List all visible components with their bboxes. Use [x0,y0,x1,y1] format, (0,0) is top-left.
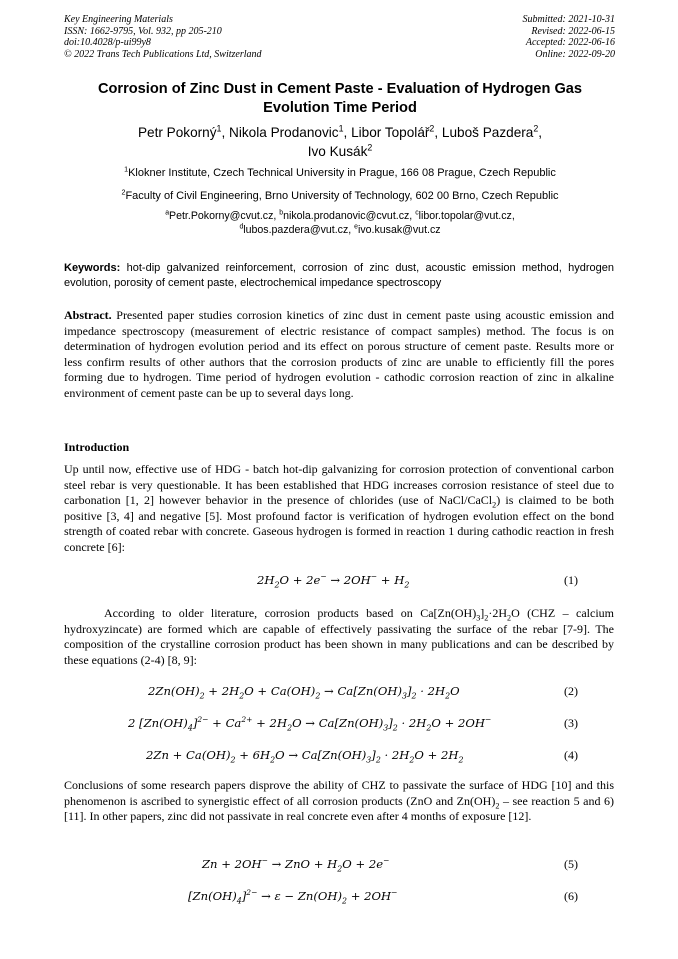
equation-1: $2H_2O + 2e^- \to 2OH^- + H_2$ [257,572,410,590]
affiliation-2 [64,189,616,204]
email-link[interactable]: nikola.prodanovic@cvut.cz [283,210,410,222]
subscript: 2 [492,500,497,510]
keywords-label: Keywords: [64,262,121,274]
email-link[interactable]: libor.topolar@vut.cz [418,210,512,222]
affiliation-text: Faculty of Civil Engineering, Brno University of Technology, 602 00 Brno, Czech Republic [125,190,559,202]
intro-paragraph-3 [64,778,614,825]
equation-number: (4) [564,748,578,762]
journal-header-right [523,14,616,60]
affiliation-mark: 2 [367,141,373,152]
author-name: Nikola Prodanovic [229,125,339,140]
paragraph-text: According to older literature, corrosion products based on Ca[Zn(OH) [104,606,477,620]
subscript: 2 [495,800,500,810]
equation-number: (1) [564,573,578,587]
equation-number: (6) [564,889,578,903]
equation-number: (5) [564,857,578,871]
paragraph-text: ·2H [488,606,508,620]
journal-issn: ISSN: 1662-9795, Vol. 932, pp 205-210 [64,25,222,37]
author-list: Petr Pokorný$^1$, Nikola Prodanovic$^1$, Libor Topolář$^2$, Luboš Pazdera$^2$, Ivo Kusák$^2$ [137,123,543,159]
affiliation-number: 1 [124,165,129,174]
email-link[interactable]: ivo.kusak@vut.cz [357,224,441,236]
journal-doi[interactable]: doi:10.4028/p-ui99y8 [64,37,151,49]
equation-6: $[Zn(OH)_4]^{2-} \to \varepsilon - Zn(OH)_2 + 2OH^-$ [188,888,398,906]
author-name: Ivo Kusák [307,143,368,159]
keywords [64,261,614,291]
affiliation-text: Klokner Institute, Czech Technical University in Prague, 166 08 Prague, Czech Republic [128,167,556,179]
email-link[interactable]: Petr.Pokorny@cvut.cz [169,210,274,222]
email-mark: a [165,209,170,217]
affiliation-mark: 2 [429,123,435,134]
equation-4: $2Zn + Ca(OH)_2 + 6H_2O \to Ca[Zn(OH)_3]_2 \cdot 2H_2O + 2H_2$ [146,748,464,765]
equation-3: 2 $[Zn(OH)_4]^{2-} + Ca^{2+} + 2H_2O \to Ca[Zn(OH)_3]_2 \cdot 2H_2O + 2OH^-$ [128,715,492,733]
subscript: 3 [476,613,481,623]
introduction-heading: Introduction [64,440,130,454]
affiliation-number: 2 [121,188,126,197]
date-online: Online: 2022-09-20 [535,48,615,60]
paper-title: Corrosion of Zinc Dust in Cement Paste - Evaluation of Hydrogen Gas Evolution Time Period [97,81,583,116]
affiliation-1 [64,166,616,181]
author-name: Libor Topolář [351,125,430,140]
journal-name: Key Engineering Materials [64,14,173,25]
equation-2: $2Zn(OH)_2 + 2H_2O + Ca(OH)_2 \to Ca[Zn(OH)_3]_2 \cdot 2H_2O$ [148,684,460,701]
email-link[interactable]: lubos.pazdera@vut.cz [243,224,349,236]
equation-number: (2) [564,684,578,698]
paragraph-text: – see reaction 5 and 6) [11]. In other papers, zinc did not passivate in real concrete even after 4 months of exposure [12]. [64,793,614,824]
journal-copyright: © 2022 Trans Tech Publications Ltd, Switzerland [64,48,262,60]
abstract-text: Presented paper studies corrosion kinetics of zinc dust in cement paste using acoustic emission and impedance spectroscopy (measurement of electric resistance of compact samples) method. The focus is on determination of hydrogen evolution period and its effect on porous structure of cement paste. Results more or less confirm results of other authors that the corrosion products of zinc are unable to efficiently fill the pores forming due to hydrogen. Time period of hydrogen evolution - cathodic corrosion reaction of zinc in alkaline environment of cement paste can be up to several days long. [64,308,615,400]
intro-paragraph-2 [64,606,614,668]
paragraph-text: Conclusions of some research papers disprove the ability of CHZ to passivate the surface of HDG [10] and this phenomenon is ascribed to synergistic effect of all corrosion products (ZnO and Zn(OH) [64,778,614,808]
author-emails: $^a$Petr.Pokorny@cvut.cz, $^b$nikola.prodanovic@cvut.cz, $^c$libor.topolar@vut.cz, $^d$lubos.pazdera@vut.cz, $^e$ivo.kusak@vut.cz [165,209,515,236]
paragraph-text: Up until now, effective use of HDG - batch hot-dip galvanizing for corrosion protection of conventional carbon steel rebar is very questionable. It has been established that HDG increases corrosion resistance of steel due to carbonation [1, 2] however behavior in the presence of chlorides (use of NaCl/CaCl [64,462,614,508]
email-mark: b [279,209,284,217]
affiliation-mark: 1 [338,123,344,134]
paragraph-text: ] [480,606,485,620]
abstract [64,308,614,402]
subscript: 2 [507,613,512,623]
keywords-text: hot-dip galvanized reinforcement, corrosion of zinc dust, acoustic emission method, hydrogen evolution, porosity of cement paste, electrochemical impedance spectroscopy [64,262,614,289]
author-name: Luboš Pazdera [441,125,534,140]
email-mark: c [415,209,419,217]
author-name: Petr Pokorný [137,125,217,140]
equation-5: Zn + 2OH− → ZnO + $H_2O + 2e^-$ [202,856,390,874]
email-mark: d [239,223,244,231]
affiliation-mark: 1 [216,123,222,134]
date-accepted: Accepted: 2022-06-16 [525,37,615,49]
date-revised: Revised: 2022-06-15 [531,25,615,37]
journal-header-left [64,14,262,60]
abstract-label: Abstract. [64,308,112,322]
paragraph-text: ) is claimed to be both positive [3, 4] and negative [5]. Most profound factor is verification of hydrogen evolution effect on the bond strength of coated rebar with concrete. Gaseous hydrogen is formed in reaction 1 during cathodic reaction in fresh concrete [6]: [64,493,614,554]
affiliation-mark: 2 [533,123,539,134]
email-mark: e [354,223,358,231]
equation-number: (3) [564,716,578,730]
subscript: 2 [484,613,489,623]
date-submitted: Submitted: 2021-10-31 [522,14,615,25]
intro-paragraph-1 [64,462,614,556]
paragraph-text: O (CHZ – calcium hydroxyzincate) are formed which are capable of effectively passivating the surface of the rebar [7-9]. The composition of the crystalline corrosion product has been shown in many publications and can be described by these equations (2-4) [8, 9]: [64,606,614,667]
